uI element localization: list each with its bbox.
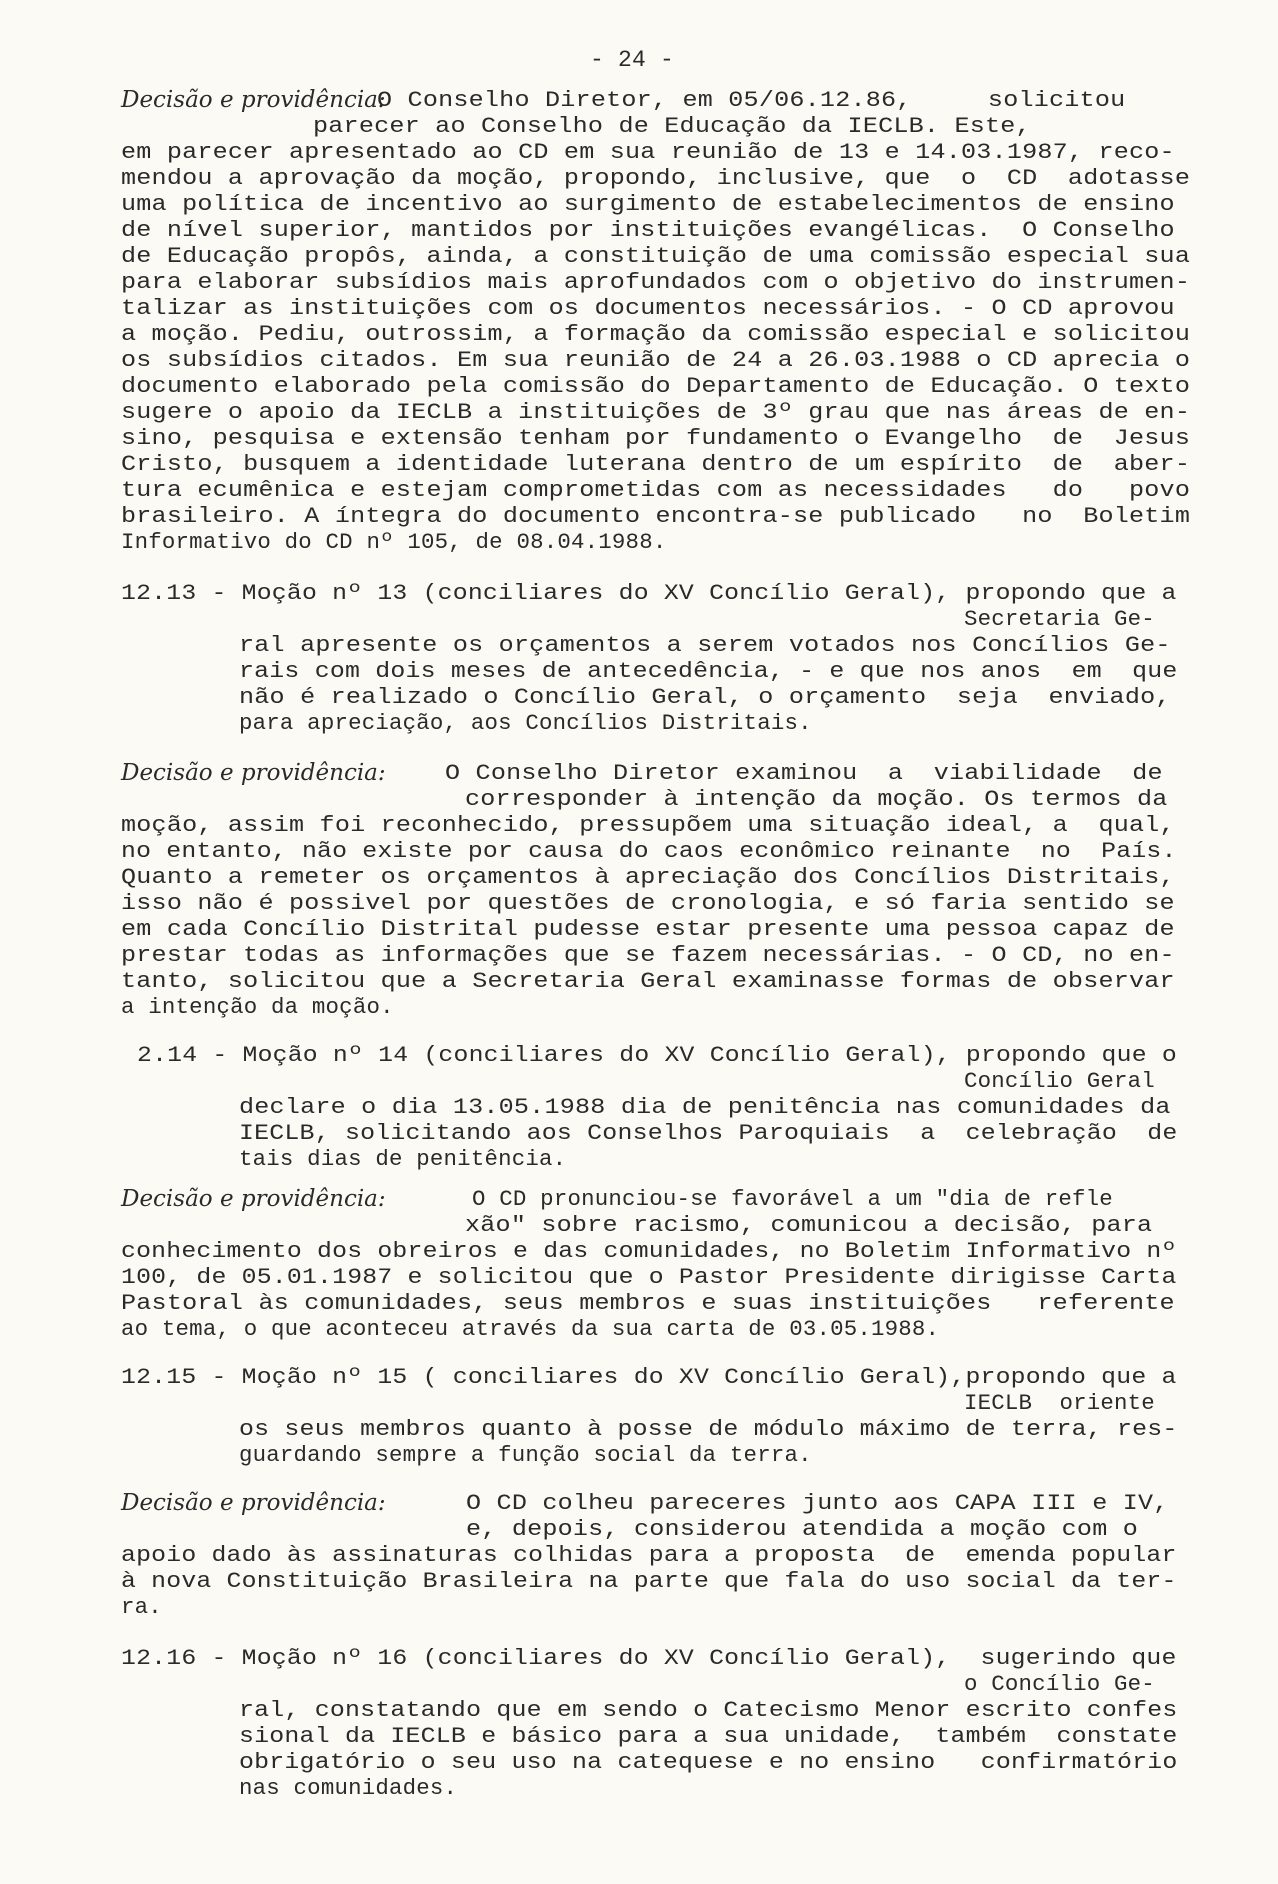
motion-text-line: os seus membros quanto à posse de módulo máximo de terra, res-	[239, 1416, 1178, 1442]
decision-text-line: O Conselho Diretor, em 05/06.12.86, solicitou	[377, 87, 1126, 113]
motion-text-line: o Concílio Ge-	[964, 1671, 1155, 1697]
decision-text-line: conhecimento dos obreiros e das comunidades, no Boletim Informativo nº	[121, 1238, 1177, 1264]
motion-text-line: obrigatório o seu uso na catequese e no ensino confirmatório	[239, 1749, 1178, 1775]
decision-text-line: 100, de 05.01.1987 e solicitou que o Pastor Presidente dirigisse Carta	[121, 1264, 1177, 1290]
decision-text-line: de nível superior, mantidos por instituições evangélicas. O Conselho	[121, 217, 1175, 243]
motion-text-line: rais com dois meses de antecedência, - e que nos anos em que	[239, 658, 1178, 684]
decision-text-line: Pastoral às comunidades, seus membros e suas instituições referente	[121, 1290, 1175, 1316]
decision-text-line: apoio dado às assinaturas colhidas para a proposta de emenda popular	[121, 1542, 1177, 1568]
page-number: - 24 -	[590, 47, 675, 73]
motion-text-line: Secretaria Ge-	[964, 606, 1155, 632]
decision-text-line: talizar as instituições com os documentos necessários. - O CD aprovou	[121, 295, 1175, 321]
motion-text-line: para apreciação, aos Concílios Distritais.	[239, 710, 812, 736]
decision-text-line: em parecer apresentado ao CD em sua reunião de 13 e 14.03.1987, reco-	[121, 139, 1175, 165]
decision-text-line: sugere o apoio da IECLB a instituições de 3º grau que nas áreas de en-	[121, 399, 1191, 425]
decision-text-line: e, depois, considerou atendida a moção com o	[466, 1516, 1139, 1542]
decision-text-line: mendou a aprovação da moção, propondo, inclusive, que o CD adotasse	[121, 165, 1191, 191]
motion-text-line: nas comunidades.	[239, 1775, 458, 1801]
motion-heading: 12.16 - Moção nº 16 (conciliares do XV Concílio Geral), sugerindo que	[121, 1645, 1177, 1671]
decision-text-line: parecer ao Conselho de Educação da IECLB. Este,	[313, 113, 1031, 139]
decision-text-line: a moção. Pediu, outrossim, a formação da comissão especial e solicitou	[121, 321, 1191, 347]
motion-text-line: não é realizado o Concílio Geral, o orçamento seja enviado,	[239, 684, 1171, 710]
decision-text-line: O Conselho Diretor examinou a viabilidade de	[445, 760, 1163, 786]
motion-text-line: Concílio Geral	[964, 1068, 1155, 1094]
decision-text-line: Cristo, busquem a identidade luterana dentro de um espírito de aber-	[121, 451, 1191, 477]
decision-text-line: tura ecumênica e estejam comprometidas com as necessidades do povo	[121, 477, 1191, 503]
motion-text-line: ral, constatando que em sendo o Catecismo Menor escrito confes	[239, 1697, 1178, 1723]
decision-text-line: tanto, solicitou que a Secretaria Geral examinasse formas de observar	[121, 968, 1175, 994]
decision-text-line: moção, assim foi reconhecido, pressupõem uma situação ideal, a qual,	[121, 812, 1175, 838]
motion-text-line: IECLB, solicitando aos Conselhos Paroquiais a celebração de	[239, 1120, 1178, 1146]
motion-heading: 12.15 - Moção nº 15 ( conciliares do XV Concílio Geral),propondo que a	[121, 1364, 1177, 1390]
decision-text-line: prestar todas as informações que se fazem necessárias. - O CD, no en-	[121, 942, 1175, 968]
decision-text-line: O CD pronunciou-se favorável a um "dia de refle	[472, 1186, 1113, 1212]
motion-heading: 2.14 - Moção nº 14 (conciliares do XV Concílio Geral), propondo que o	[137, 1042, 1177, 1068]
motion-text-line: tais dias de penitência.	[239, 1146, 567, 1172]
decision-text-line: documento elaborado pela comissão do Departamento de Educação. O texto	[121, 373, 1191, 399]
decision-text-line: corresponder à intenção da moção. Os termos da	[465, 786, 1168, 812]
decision-text-line: xão" sobre racismo, comunicou a decisão, para	[465, 1212, 1153, 1238]
decision-text-line: para elaborar subsídios mais aprofundados com o objetivo do instrumen-	[121, 269, 1191, 295]
motion-text-line: IECLB oriente	[964, 1390, 1155, 1416]
decision-text-line: isso não é possivel por questões de cronologia, e só faria sentido se	[121, 890, 1175, 916]
decision-label: Decisão e providência:	[121, 1186, 386, 1212]
motion-text-line: sional da IECLB e básico para a sua unidade, também constate	[239, 1723, 1178, 1749]
decision-text-line: uma política de incentivo ao surgimento de estabelecimentos de ensino	[121, 191, 1175, 217]
decision-label: Decisão e providência:	[121, 87, 386, 113]
decision-text-line: sino, pesquisa e extensão tenham por fundamento o Evangelho de Jesus	[121, 425, 1191, 451]
decision-text-line: em cada Concílio Distrital pudesse estar presente uma pessoa capaz de	[121, 916, 1175, 942]
motion-heading: 12.13 - Moção nº 13 (conciliares do XV Concílio Geral), propondo que a	[121, 580, 1177, 606]
decision-text-line: de Educação propôs, ainda, a constituição de uma comissão especial sua	[121, 243, 1191, 269]
decision-text-line: os subsídios citados. Em sua reunião de 24 a 26.03.1988 o CD aprecia o	[121, 347, 1191, 373]
motion-text-line: ral apresente os orçamentos a serem votados nos Concílios Ge-	[239, 632, 1171, 658]
decision-text-line: à nova Constituição Brasileira na parte que fala do uso social da ter-	[121, 1568, 1177, 1594]
decision-text-line: a intenção da moção.	[121, 994, 394, 1020]
decision-text-line: O CD colheu pareceres junto aos CAPA III e IV,	[466, 1490, 1169, 1516]
decision-label: Decisão e providência:	[121, 760, 386, 786]
decision-text-line: Quanto a remeter os orçamentos à apreciação dos Concílios Distritais,	[121, 864, 1175, 890]
decision-text-line: brasileiro. A íntegra do documento encontra-se publicado no Boletim	[121, 503, 1191, 529]
motion-text-line: declare o dia 13.05.1988 dia de penitência nas comunidades da	[239, 1094, 1171, 1120]
decision-text-line: no entanto, não existe por causa do caos econômico reinante no País.	[121, 838, 1177, 864]
decision-text-line: Informativo do CD nº 105, de 08.04.1988.	[121, 529, 667, 555]
decision-text-line: ra.	[121, 1594, 162, 1620]
motion-text-line: guardando sempre a função social da terra.	[239, 1442, 812, 1468]
decision-label: Decisão e providência:	[121, 1490, 386, 1516]
decision-text-line: ao tema, o que aconteceu através da sua carta de 03.05.1988.	[121, 1316, 940, 1342]
